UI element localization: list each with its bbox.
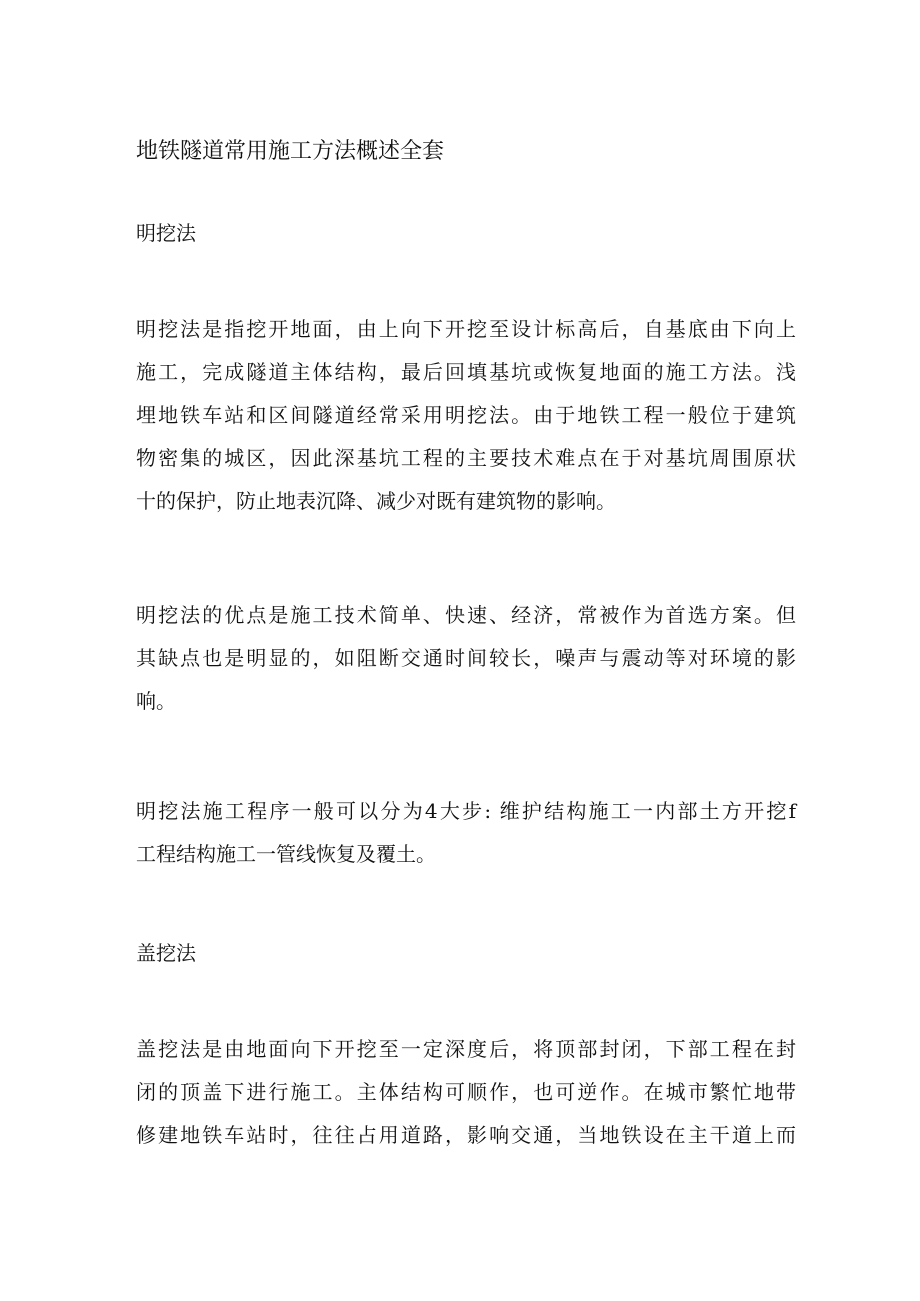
document-title: 地铁隧道常用施工方法概述全套 [136, 139, 445, 164]
paragraph-line: 工程结构施工一管线恢复及覆土。 [136, 842, 436, 866]
paragraph-mingwa-procedure [136, 793, 796, 879]
paragraph-line: 闭的顶盖下进行施工。主体结构可顺作，也可逆作。在城市繁忙地带 [136, 1080, 796, 1104]
paragraph-line: 埋地铁车站和区间隧道经常采用明挖法。由于地铁工程一般位于建筑 [136, 403, 796, 427]
section-heading-gaiwa: 盖挖法 [136, 941, 196, 965]
paragraph-mingwa-definition [136, 311, 796, 526]
paragraph-line: 盖挖法是由地面向下开挖至一定深度后，将顶部封闭，下部工程在封 [136, 1037, 796, 1061]
paragraph-line: 十的保护，防止地表沉降、减少对既有建筑物的影响。 [136, 489, 616, 513]
paragraph-line: 明挖法施工程序一般可以分为4大步: 维护结构施工一内部土方开挖f [136, 799, 796, 823]
paragraph-line: 明挖法是指挖开地面，由上向下开挖至设计标高后，自基底由下向上 [136, 317, 796, 341]
paragraph-line: 修建地铁车站时，往往占用道路，影响交通，当地铁设在主干道上而 [136, 1123, 796, 1147]
paragraph-line: 其缺点也是明显的，如阻断交通时间较长，噪声与震动等对环境的影 [136, 646, 796, 670]
paragraph-line: 物密集的城区，因此深基坑工程的主要技术难点在于对基坑周围原状 [136, 446, 796, 470]
paragraph-line: 响。 [136, 689, 176, 713]
paragraph-line: 明挖法的优点是施工技术简单、快速、经济，常被作为首选方案。但 [136, 603, 796, 627]
paragraph-mingwa-pros-cons [136, 597, 796, 726]
section-heading-mingwa: 明挖法 [136, 221, 196, 245]
paragraph-line: 施工，完成隧道主体结构，最后回填基坑或恢复地面的施工方法。浅 [136, 360, 796, 384]
paragraph-gaiwa-definition [136, 1031, 796, 1160]
